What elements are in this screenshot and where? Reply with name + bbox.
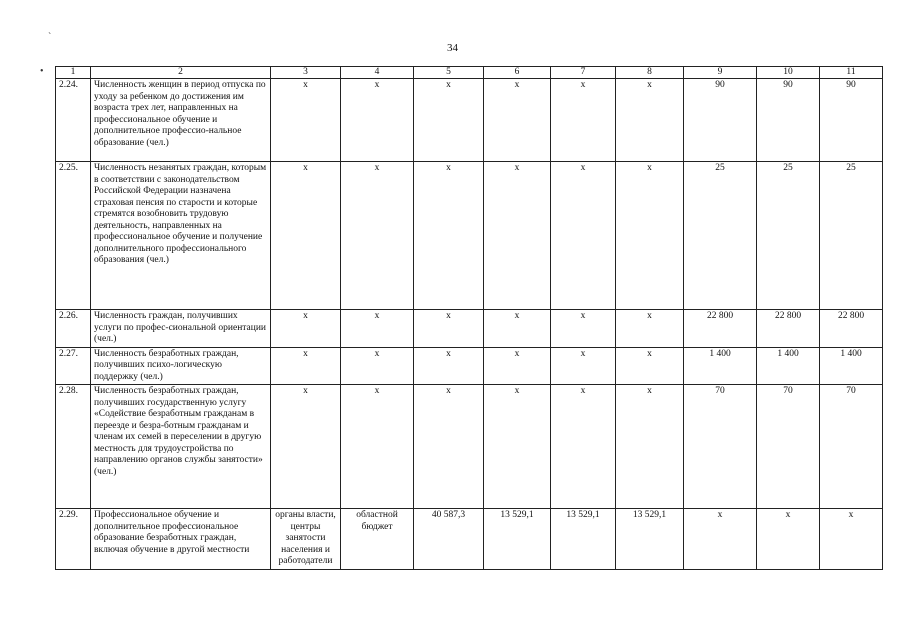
table-row xyxy=(56,385,883,509)
cell-target-2: 1 400 xyxy=(757,347,820,385)
cell-year-2: х xyxy=(551,310,616,348)
cell-target-2: 90 xyxy=(757,79,820,162)
cell-target-1: х xyxy=(684,509,757,570)
cell-target-3: 90 xyxy=(820,79,883,162)
indicator-name: Численность граждан, получивших услуги по профес-сиональной ориентации (чел.) xyxy=(91,310,271,348)
cell-executor: х xyxy=(271,347,341,385)
cell-source: х xyxy=(341,310,414,348)
header-row xyxy=(56,67,883,79)
row-number: 2.25. xyxy=(56,162,91,310)
column-header: 2 xyxy=(91,67,271,79)
cell-year-2: х xyxy=(551,162,616,310)
cell-target-2: 25 xyxy=(757,162,820,310)
row-number: 2.26. xyxy=(56,310,91,348)
cell-source: х xyxy=(341,162,414,310)
column-header: 9 xyxy=(684,67,757,79)
cell-year-1: х xyxy=(484,79,551,162)
cell-executor: х xyxy=(271,162,341,310)
cell-year-3: х xyxy=(616,347,684,385)
indicator-name: Профессиональное обучение и дополнительное профессиональное образование безработных граждан, включая обучение в другой местности xyxy=(91,509,271,570)
program-indicators-table xyxy=(55,66,883,570)
cell-total: х xyxy=(414,162,484,310)
cell-year-1: х xyxy=(484,385,551,509)
cell-target-3: 22 800 xyxy=(820,310,883,348)
column-header: 5 xyxy=(414,67,484,79)
cell-year-1: х xyxy=(484,347,551,385)
page-number: 34 xyxy=(447,42,458,54)
cell-total: х xyxy=(414,79,484,162)
cell-total: х xyxy=(414,310,484,348)
indicator-name: Численность безработных граждан, получивших психо-логическую поддержку (чел.) xyxy=(91,347,271,385)
cell-target-2: 22 800 xyxy=(757,310,820,348)
cell-target-1: 70 xyxy=(684,385,757,509)
table-row xyxy=(56,347,883,385)
cell-target-1: 25 xyxy=(684,162,757,310)
cell-source: х xyxy=(341,385,414,509)
cell-target-1: 22 800 xyxy=(684,310,757,348)
cell-executor: х xyxy=(271,385,341,509)
row-number: 2.28. xyxy=(56,385,91,509)
cell-year-3: х xyxy=(616,79,684,162)
scan-mark: • xyxy=(40,66,44,77)
cell-year-1: 13 529,1 xyxy=(484,509,551,570)
cell-year-3: х xyxy=(616,310,684,348)
cell-executor: органы власти, центры занятости населения и работодатели xyxy=(271,509,341,570)
cell-year-3: х xyxy=(616,385,684,509)
cell-target-3: 70 xyxy=(820,385,883,509)
indicator-name: Численность женщин в период отпуска по уходу за ребенком до достижения им возраста трех лет, направленных на профессиональное обучение и дополнительное профессио-нальное образование (чел.) xyxy=(91,79,271,162)
cell-source: х xyxy=(341,347,414,385)
cell-executor: х xyxy=(271,310,341,348)
column-header: 3 xyxy=(271,67,341,79)
indicator-name: Численность безработных граждан, получивших государственную услугу «Содействие безработным гражданам в переезде и безра-ботным гражданам и членам их семей в переселении в другую местность для трудоустройства по направлению органов службы занятости» (чел.) xyxy=(91,385,271,509)
table-row xyxy=(56,79,883,162)
column-header: 8 xyxy=(616,67,684,79)
cell-year-2: х xyxy=(551,347,616,385)
cell-total: х xyxy=(414,385,484,509)
table-row xyxy=(56,509,883,570)
row-number: 2.29. xyxy=(56,509,91,570)
cell-target-3: х xyxy=(820,509,883,570)
cell-source: областной бюджет xyxy=(341,509,414,570)
table-row xyxy=(56,162,883,310)
cell-target-2: х xyxy=(757,509,820,570)
cell-target-2: 70 xyxy=(757,385,820,509)
column-header: 7 xyxy=(551,67,616,79)
column-header: 1 xyxy=(56,67,91,79)
cell-target-3: 1 400 xyxy=(820,347,883,385)
indicator-name: Численность незанятых граждан, которым в соответствии с законодательством Российской Федерации назначена страховая пенсия по старости и которые стремятся возобновить трудовую деятельность, направленных на профессиональное обучение и получение дополнительного профессионального образования (чел.) xyxy=(91,162,271,310)
cell-year-2: х xyxy=(551,79,616,162)
column-header: 10 xyxy=(757,67,820,79)
row-number: 2.27. xyxy=(56,347,91,385)
cell-target-3: 25 xyxy=(820,162,883,310)
column-header: 4 xyxy=(341,67,414,79)
cell-target-1: 90 xyxy=(684,79,757,162)
cell-total: 40 587,3 xyxy=(414,509,484,570)
column-header: 11 xyxy=(820,67,883,79)
cell-target-1: 1 400 xyxy=(684,347,757,385)
column-header: 6 xyxy=(484,67,551,79)
cell-year-3: х xyxy=(616,162,684,310)
cell-year-2: 13 529,1 xyxy=(551,509,616,570)
cell-year-2: х xyxy=(551,385,616,509)
scan-mark: ` xyxy=(48,32,52,43)
cell-executor: х xyxy=(271,79,341,162)
cell-source: х xyxy=(341,79,414,162)
row-number: 2.24. xyxy=(56,79,91,162)
table-row xyxy=(56,310,883,348)
cell-year-1: х xyxy=(484,162,551,310)
cell-year-3: 13 529,1 xyxy=(616,509,684,570)
cell-total: х xyxy=(414,347,484,385)
cell-year-1: х xyxy=(484,310,551,348)
